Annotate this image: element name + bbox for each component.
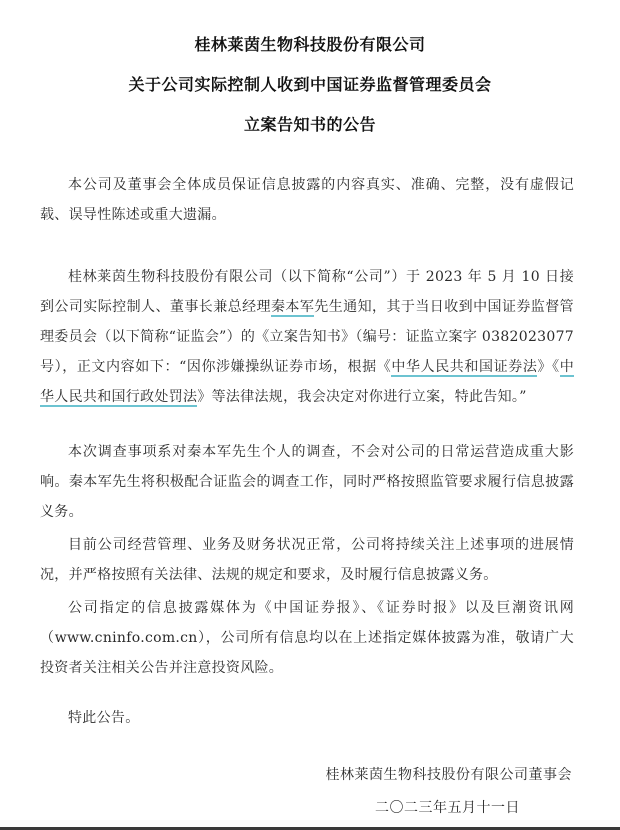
company-title: 桂林莱茵生物科技股份有限公司 [194, 35, 426, 54]
closing-statement: 特此公告。 [68, 710, 140, 726]
law-link-administrative-penalty-law[interactable]: 中华人民共和国行政处罚法 [40, 359, 574, 405]
disclosure-statement: 本公司及董事会全体成员保证信息披露的内容真实、准确、完整，没有虚假记载、误导性陈述或重大遗漏。 [40, 177, 574, 223]
signature-board: 桂林莱茵生物科技股份有限公司董事会 [325, 767, 572, 783]
paragraph-operations-status: 目前公司经营管理、业务及财务状况正常，公司将持续关注上述事项的进展情况，并严格按照有关法律、法规的规定和要求，及时履行信息披露义务。 [40, 537, 574, 583]
para1-text-4: 》等法律法规，我会决定对你进行立案，特此告知。” [197, 389, 527, 405]
para1-text-2: 先生通知，其于当日收到中国证券监督管理委员会（以下简称“证监会”）的《立案告知书》（编号：证监立案字 0382023077 号），正文内容如下：“因你涉嫌操纵证券市场，根据《 [40, 299, 574, 375]
paragraph-investigation-scope: 本次调查事项系对秦本军先生个人的调查，不会对公司的日常运营造成重大影响。秦本军先生将积极配合证监会的调查工作，同时严格按照监管要求履行信息披露义务。 [40, 444, 574, 520]
signature-date: 二〇二三年五月十一日 [375, 800, 520, 816]
paragraph-disclosure-media: 公司指定的信息披露媒体为《中国证券报》、《证券时报》以及巨潮资讯网（www.cninfo.com.cn），公司所有信息均以在上述指定媒体披露为准，敬请广大投资者关注相关公告并注意投资风险。 [40, 600, 574, 676]
para1-text-3: 》《 [537, 359, 560, 375]
announcement-title-line2: 关于公司实际控制人收到中国证券监督管理委员会 [128, 75, 492, 94]
law-link-securities-law[interactable]: 中华人民共和国证券法 [391, 359, 538, 375]
announcement-title-line3: 立案告知书的公告 [243, 115, 376, 134]
para1-text-1: 桂林莱茵生物科技股份有限公司（以下简称“公司”）于 2023 年 5 月 10 日接到公司实际控制人、董事长兼总经理 [40, 269, 574, 315]
paragraph-case-notice [40, 262, 574, 412]
person-link-qin-benjun[interactable]: 秦本军 [270, 299, 315, 315]
